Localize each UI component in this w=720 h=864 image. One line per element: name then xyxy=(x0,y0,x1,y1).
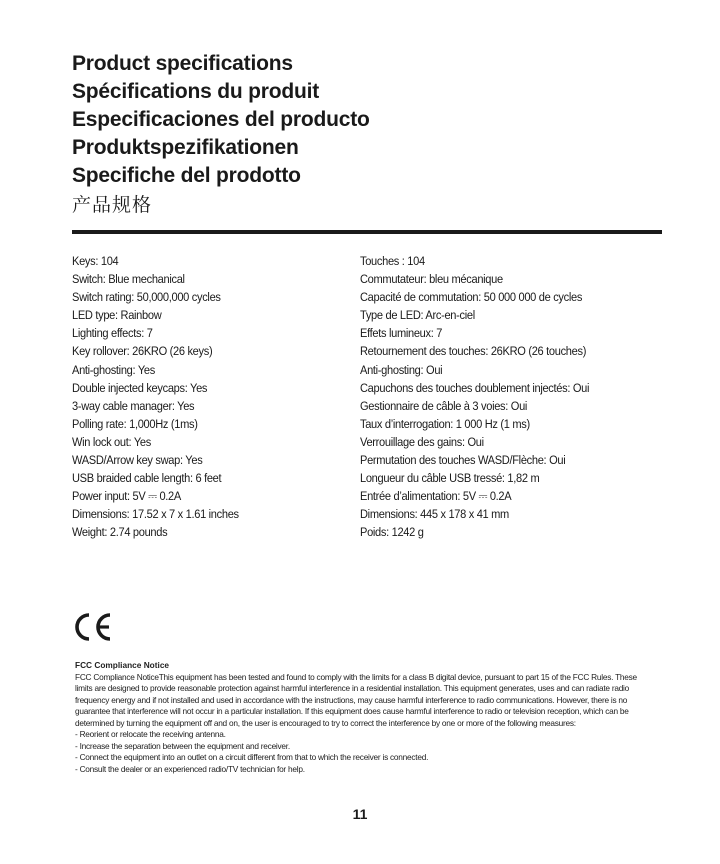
spec-line: LED type: Rainbow xyxy=(72,308,162,323)
spec-line: 3-way cable manager: Yes xyxy=(72,398,195,413)
spec-line: USB braided cable length: 6 feet xyxy=(72,471,222,486)
spec-line: Keys: 104 xyxy=(72,254,119,268)
spec-line: Touches : 104 xyxy=(360,254,425,268)
specs-french xyxy=(360,252,660,542)
spec-line: Longueur du câble USB tressé: 1,82 m xyxy=(360,471,540,486)
spec-line: Dimensions: 445 x 178 x 41 mm xyxy=(360,507,509,522)
spec-line: Switch rating: 50,000,000 cycles xyxy=(72,290,221,305)
title-block xyxy=(72,50,672,219)
ce-mark-icon xyxy=(72,611,114,643)
title-it: Specifiche del prodotto xyxy=(72,164,301,187)
spec-line: Lighting effects: 7 xyxy=(72,326,153,341)
spec-line: Weight: 2.74 pounds xyxy=(72,525,168,540)
spec-line: Verrouillage des gains: Oui xyxy=(360,434,484,449)
title-fr: Spécifications du produit xyxy=(72,80,320,103)
fcc-measure: - Reorient or relocate the receiving antenna. xyxy=(75,729,226,739)
specs-english xyxy=(72,252,342,542)
fcc-body: FCC Compliance NoticeThis equipment has been tested and found to comply with the limits for a class B digital device, pursuant to part 15 of the FCC Rules. These limits are designed to provide reasonable protection against harmful interference in a residential installation. This equipment generates, uses and can radiate radio frequency energy and if not installed and used in accordance with the instructions, may cause harmful interference to radio communications. However, there is no guarantee that interference will not occur in a particular installation. If this equipment does cause harmful interference to radio or television reception, which can be determined by turning the equipment off and on, the user is encouraged to try to correct the interference by one or more of the following measures: xyxy=(75,671,637,728)
spec-line: Retournement des touches: 26KRO (26 touches) xyxy=(360,344,587,359)
spec-line: Polling rate: 1,000Hz (1ms) xyxy=(72,416,198,431)
spec-line: Dimensions: 17.52 x 7 x 1.61 inches xyxy=(72,507,239,522)
spec-line: Commutateur: bleu mécanique xyxy=(360,272,503,287)
spec-line: Poids: 1242 g xyxy=(360,525,424,540)
title-cn: 产品规格 xyxy=(72,194,153,216)
spec-line: Anti-ghosting: Oui xyxy=(360,362,443,377)
spec-line: Effets lumineux: 7 xyxy=(360,326,443,341)
fcc-measure: - Increase the separation between the equipment and receiver. xyxy=(75,740,290,751)
spec-line: Capuchons des touches doublement injectés: Oui xyxy=(360,380,590,395)
spec-line: Type de LED: Arc-en-ciel xyxy=(360,308,475,323)
spec-line: Entrée d’alimentation: 5V ⎓ 0.2A xyxy=(360,489,512,504)
spec-line: Double injected keycaps: Yes xyxy=(72,380,208,395)
fcc-notice xyxy=(75,660,655,775)
spec-line: Gestionnaire de câble à 3 voies: Oui xyxy=(360,398,528,413)
spec-line: Taux d’interrogation: 1 000 Hz (1 ms) xyxy=(360,416,530,431)
page-number: 11 xyxy=(352,806,368,822)
spec-line: Permutation des touches WASD/Flèche: Oui xyxy=(360,453,566,468)
spec-line: WASD/Arrow key swap: Yes xyxy=(72,453,203,468)
spec-line: Power input: 5V ⎓ 0.2A xyxy=(72,489,181,504)
section-divider xyxy=(72,230,662,234)
title-de: Produktspezifikationen xyxy=(72,136,299,159)
spec-line: Anti-ghosting: Yes xyxy=(72,362,155,377)
title-es: Especificaciones del producto xyxy=(72,108,370,131)
spec-line: Key rollover: 26KRO (26 keys) xyxy=(72,344,213,359)
spec-line: Capacité de commutation: 50 000 000 de cycles xyxy=(360,290,583,305)
fcc-measure: - Consult the dealer or an experienced radio/TV technician for help. xyxy=(75,763,305,774)
fcc-heading: FCC Compliance Notice xyxy=(75,660,170,670)
title-en: Product specifications xyxy=(72,52,293,75)
spec-line: Switch: Blue mechanical xyxy=(72,272,185,287)
fcc-measure: - Connect the equipment into an outlet on a circuit different from that to which the receiver is connected. xyxy=(75,752,429,762)
spec-line: Win lock out: Yes xyxy=(72,434,151,449)
